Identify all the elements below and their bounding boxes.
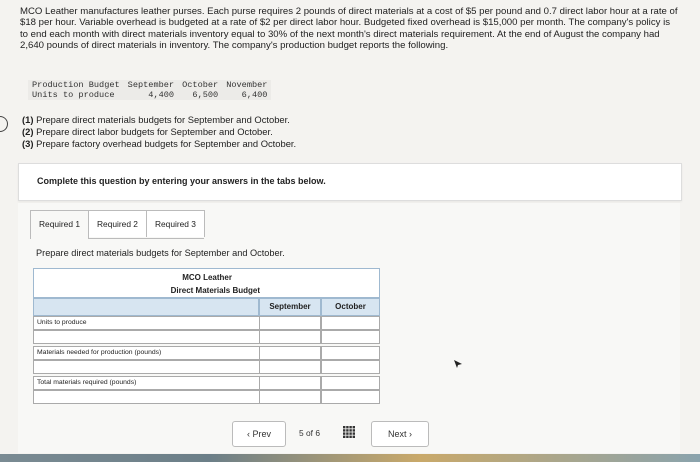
row-label-input[interactable] xyxy=(33,330,259,344)
budget-row-blank xyxy=(33,390,380,404)
budget-row-blank xyxy=(33,360,380,374)
instruction-box xyxy=(18,163,682,201)
chevron-left-icon: ‹ xyxy=(246,429,250,439)
label-column-header xyxy=(33,298,259,316)
budget-row-blank xyxy=(33,330,380,344)
units-value: 6,500 xyxy=(192,90,219,100)
next-label: Next xyxy=(387,429,407,439)
september-input[interactable] xyxy=(259,390,321,404)
september-input[interactable] xyxy=(259,376,321,390)
budget-title: Direct Materials Budget xyxy=(170,286,260,295)
production-budget-table xyxy=(28,80,271,100)
requirements-list xyxy=(22,114,296,151)
tab-required-2[interactable]: Required 2 xyxy=(88,210,147,237)
budget-header xyxy=(33,268,380,298)
budget-row-materials xyxy=(33,346,380,360)
problem-statement: MCO Leather manufactures leather purses. Each purse requires 2 pounds of direct materials at a cost of $5 per pound and 0.7 direct labor hour at a rate of $18 per hour. Variable overhead is budgeted at a rate of $2 per direct labor hour. Budgeted fixed overhead is $15,000 per month. The company's policy is to end each month with direct materials inventory equal to 30% of the next month's direct materials requirement. At the end of August the company had 2,640 pounds of direct materials in inventory. The company's production budget reports the following. xyxy=(20,6,678,52)
october-column-header: October xyxy=(321,298,380,316)
direct-materials-budget xyxy=(33,268,380,402)
budget-row-units xyxy=(33,316,380,330)
row-label: Units to produce xyxy=(33,316,259,330)
october-input[interactable] xyxy=(321,346,380,360)
september-input[interactable] xyxy=(259,346,321,360)
requirement-item: (2) Prepare direct labor budgets for September and October. xyxy=(22,126,273,138)
row-label-input[interactable] xyxy=(33,360,259,374)
september-input[interactable] xyxy=(259,316,321,330)
requirement-item: (1) Prepare direct materials budgets for September and October. xyxy=(22,114,290,125)
side-bracket-icon xyxy=(0,116,8,132)
october-input[interactable] xyxy=(321,330,380,344)
month-header: October xyxy=(182,80,219,90)
bottom-strip xyxy=(0,454,700,462)
september-input[interactable] xyxy=(259,330,321,344)
october-input[interactable] xyxy=(321,360,380,374)
october-input[interactable] xyxy=(321,316,380,330)
prev-button[interactable] xyxy=(232,421,286,447)
month-header: November xyxy=(226,80,268,90)
requirement-item: (3) Prepare factory overhead budgets for September and October. xyxy=(22,138,297,150)
units-value: 6,400 xyxy=(241,90,268,100)
october-input[interactable] xyxy=(321,390,380,404)
october-input[interactable] xyxy=(321,376,380,390)
page-indicator: 5 of 6 xyxy=(299,428,320,438)
company-name: MCO Leather xyxy=(182,273,232,282)
september-column-header: September xyxy=(259,298,321,316)
month-header: September xyxy=(127,80,175,90)
instruction-text: Complete this question by entering your answers in the tabs below. xyxy=(37,176,326,186)
grid-icon[interactable] xyxy=(343,426,355,438)
requirement-tabs xyxy=(30,210,204,239)
chevron-right-icon: › xyxy=(409,429,413,439)
row-label: Total materials required (pounds) xyxy=(33,376,259,390)
units-to-produce-label: Units to produce xyxy=(32,90,115,100)
budget-row-total xyxy=(33,376,380,390)
next-button[interactable] xyxy=(371,421,429,447)
tab-required-3[interactable]: Required 3 xyxy=(146,210,205,237)
september-input[interactable] xyxy=(259,360,321,374)
mouse-cursor-icon xyxy=(453,359,463,369)
prompt-text: Prepare direct materials budgets for September and October. xyxy=(36,248,285,258)
row-label-input[interactable] xyxy=(33,390,259,404)
tab-required-1[interactable]: Required 1 xyxy=(30,210,89,239)
production-budget-label: Production Budget xyxy=(32,80,120,90)
row-label: Materials needed for production (pounds) xyxy=(33,346,259,360)
prev-label: Prev xyxy=(252,429,272,439)
units-value: 4,400 xyxy=(148,90,175,100)
